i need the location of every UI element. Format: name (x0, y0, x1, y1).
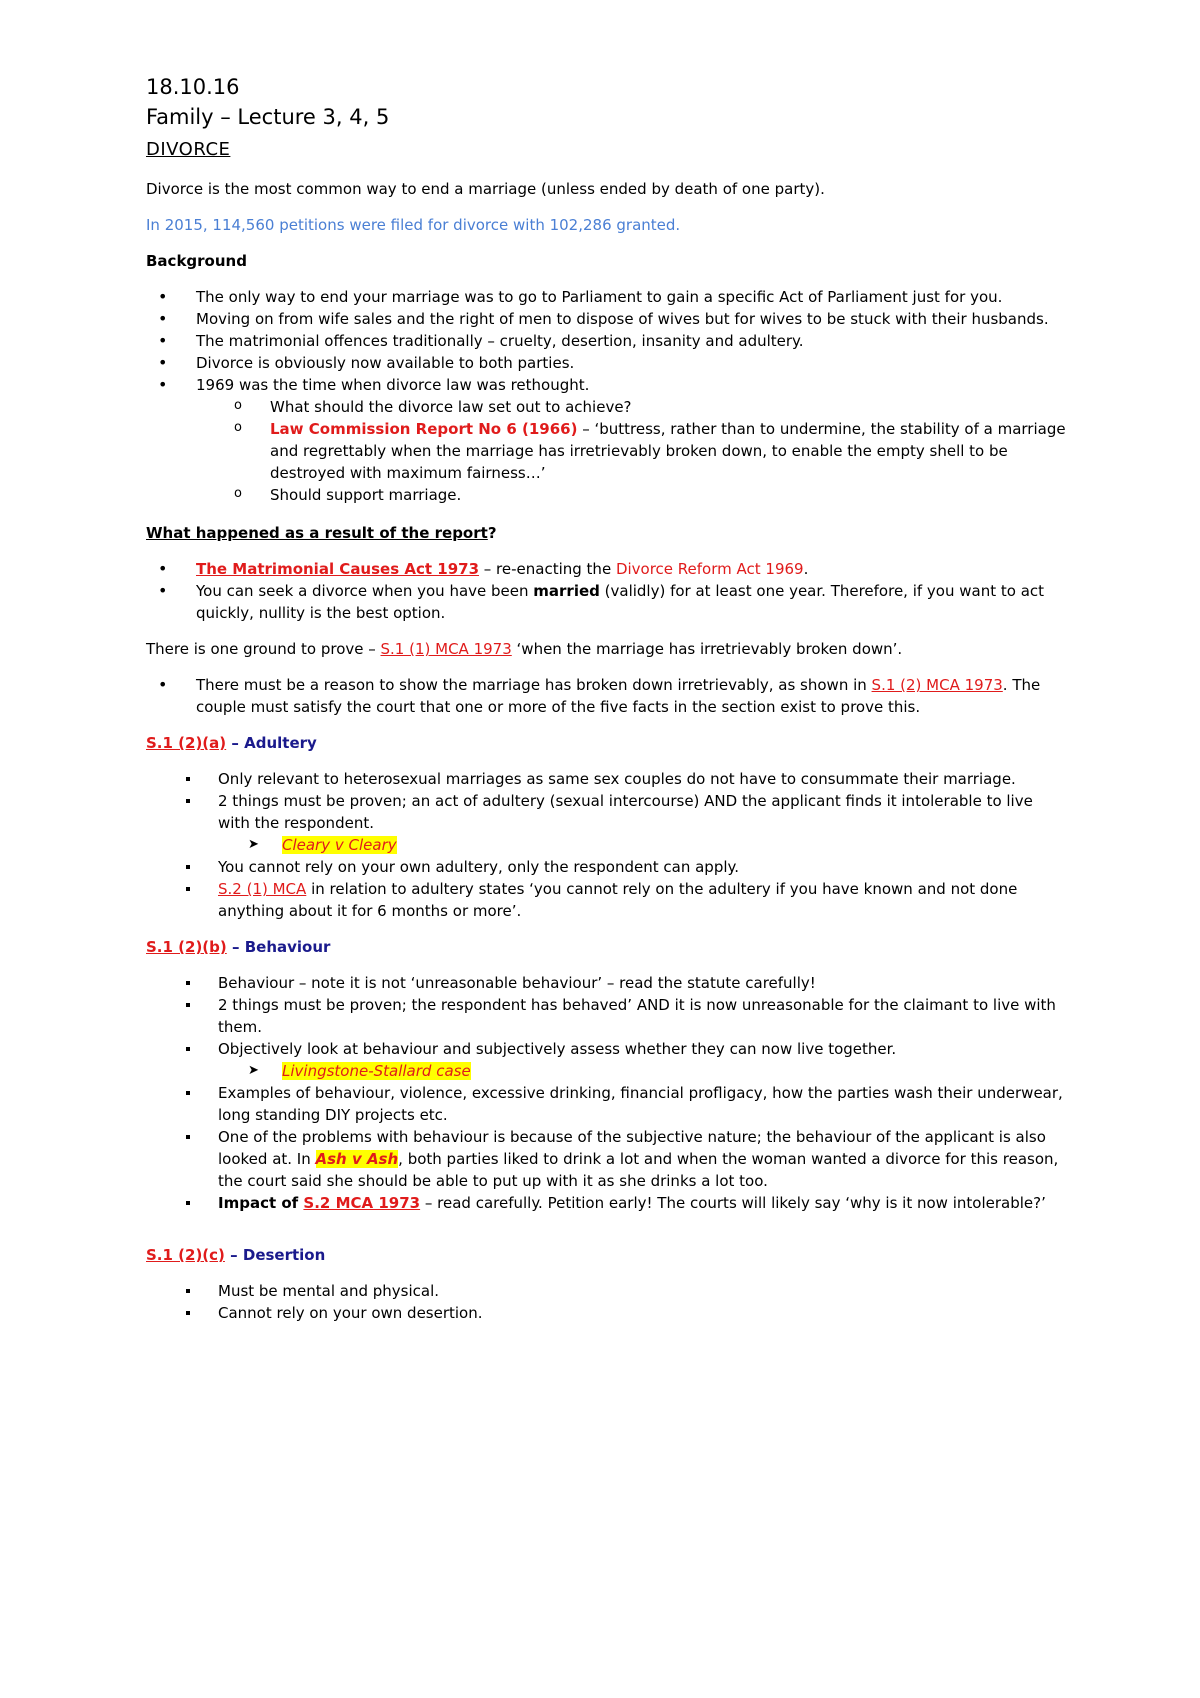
document-page (146, 72, 1066, 1324)
adultery-list-continued (146, 856, 1066, 922)
list-item-text: in relation to adultery states ‘you cannot rely on the adultery if you have known and not done anything about it for 6 months or more’. (218, 880, 1018, 920)
list-item (146, 1060, 1066, 1082)
background-sublist (146, 396, 1066, 506)
list-item-text: You can seek a divorce when you have been (196, 582, 534, 600)
heading-label: Desertion (242, 1246, 326, 1264)
adultery-heading (146, 732, 1066, 754)
heading-dash: – (224, 1246, 243, 1264)
result-heading-question-mark: ? (487, 524, 497, 542)
bold-term: married (533, 582, 600, 600)
lecture-title: Family – Lecture 3, 4, 5 (146, 105, 390, 129)
background-list (146, 286, 1066, 396)
section-heading-divorce: DIVORCE (146, 139, 231, 160)
list-item-text: – re-enacting the (479, 560, 616, 578)
list-item (146, 1192, 1066, 1214)
result-list (146, 558, 1066, 624)
heading-label: Adultery (244, 734, 317, 752)
mca-1973-link[interactable]: The Matrimonial Causes Act 1973 (196, 560, 480, 578)
case-livingstone-stallard: Livingstone-Stallard case (282, 1062, 471, 1080)
list-item: Must be mental and physical. (146, 1280, 1066, 1302)
ground-list (146, 674, 1066, 718)
behaviour-list (146, 972, 1066, 1060)
list-item: • Divorce is obviously now available to both parties. (146, 352, 1066, 374)
case-ash-v-ash: Ash v Ash (315, 1150, 399, 1168)
ground-paragraph (146, 638, 1066, 660)
list-item-text: There must be a reason to show the marriage has broken down irretrievably, as shown in (196, 676, 872, 694)
heading-dash: – (226, 734, 245, 752)
desertion-heading (146, 1244, 1066, 1266)
list-item (146, 878, 1066, 922)
list-item: Only relevant to heterosexual marriages as same sex couples do not have to consummate their marriage. (146, 768, 1066, 790)
lecture-date: 18.10.16 (146, 75, 240, 99)
list-item: • 1969 was the time when divorce law was rethought. (146, 374, 1066, 396)
list-item-text: – read carefully. Petition early! The courts will likely say ‘why is it now intolerable?’ (420, 1194, 1046, 1212)
s1-2a-link[interactable]: S.1 (2)(a) (146, 734, 227, 752)
list-item: 2 things must be proven; an act of adultery (sexual intercourse) AND the applicant finds it intolerable to live with the respondent. (146, 790, 1066, 834)
list-item (146, 558, 1066, 580)
s1-2-link[interactable]: S.1 (2) MCA 1973 (871, 676, 1003, 694)
list-item: Behaviour – note it is not ‘unreasonable behaviour’ – read the statute carefully! (146, 972, 1066, 994)
statistics-paragraph: In 2015, 114,560 petitions were filed for divorce with 102,286 granted. (146, 216, 681, 234)
list-item: o Should support marriage. (146, 484, 1066, 506)
paragraph-text: There is one ground to prove – (146, 640, 381, 658)
s1-2b-link[interactable]: S.1 (2)(b) (146, 938, 227, 956)
list-item-text: , both parties liked to drink a lot and when the woman wanted a divorce for this reason, the court said she should be able to put up with it as she drinks a lot too. (218, 1150, 1059, 1190)
list-item: 2 things must be proven; the respondent has behaved’ AND it is now unreasonable for the claimant to live with them. (146, 994, 1066, 1038)
list-item (146, 674, 1066, 718)
list-item: • The only way to end your marriage was to go to Parliament to gain a specific Act of Parliament just for you. (146, 286, 1066, 308)
list-item: • Moving on from wife sales and the right of men to dispose of wives but for wives to be stuck with their husbands. (146, 308, 1066, 330)
bold-term: Impact of (218, 1194, 304, 1212)
heading-dash: – (226, 938, 245, 956)
paragraph-text: ‘when the marriage has irretrievably broken down’. (511, 640, 903, 658)
adultery-list (146, 768, 1066, 834)
list-item-text: One of the problems with behaviour is because of the subjective nature; the behaviour of the applicant is also looked at. In (218, 1128, 1046, 1168)
list-item (146, 834, 1066, 856)
list-item (146, 418, 1066, 484)
case-cleary-v-cleary: Cleary v Cleary (282, 836, 397, 854)
behaviour-list-continued (146, 1082, 1066, 1214)
adultery-case-list (146, 834, 1066, 856)
s2-mca-link[interactable]: S.2 MCA 1973 (303, 1194, 421, 1212)
list-item: o What should the divorce law set out to achieve? (146, 396, 1066, 418)
list-item: Cannot rely on your own desertion. (146, 1302, 1066, 1324)
law-commission-quote: – ‘buttress, rather than to undermine, the stability of a marriage and regrettably when the marriage has irretrievably broken down, to enable the empty shell to be destroyed with maximum fairness…’ (270, 420, 1066, 482)
result-heading (146, 522, 1066, 544)
s1-1-link[interactable]: S.1 (1) MCA 1973 (380, 640, 512, 658)
intro-paragraph: Divorce is the most common way to end a marriage (unless ended by death of one party). (146, 180, 825, 198)
list-item: Objectively look at behaviour and subjectively assess whether they can now live together. (146, 1038, 1066, 1060)
s1-2c-link[interactable]: S.1 (2)(c) (146, 1246, 225, 1264)
list-item: Examples of behaviour, violence, excessive drinking, financial profligacy, how the parties wash their underwear, long standing DIY projects etc. (146, 1082, 1066, 1126)
list-item: You cannot rely on your own adultery, only the respondent can apply. (146, 856, 1066, 878)
list-item (146, 1126, 1066, 1192)
list-item-text: (validly) for at least one year. Therefore, if you want to act quickly, nullity is the best option. (196, 582, 1045, 622)
list-item: • The matrimonial offences traditionally – cruelty, desertion, insanity and adultery. (146, 330, 1066, 352)
background-heading: Background (146, 252, 247, 270)
desertion-list (146, 1280, 1066, 1324)
law-commission-reference: Law Commission Report No 6 (1966) (270, 420, 578, 438)
list-item-text: . (803, 560, 809, 578)
list-item-text: . The couple must satisfy the court that one or more of the five facts in the section exist to prove this. (196, 676, 1041, 716)
heading-label: Behaviour (244, 938, 331, 956)
result-heading-text: What happened as a result of the report (146, 524, 488, 542)
list-item (146, 580, 1066, 624)
behaviour-case-list (146, 1060, 1066, 1082)
s2-1-link[interactable]: S.2 (1) MCA (218, 880, 307, 898)
divorce-reform-act-reference: Divorce Reform Act 1969 (615, 560, 804, 578)
behaviour-heading (146, 936, 1066, 958)
